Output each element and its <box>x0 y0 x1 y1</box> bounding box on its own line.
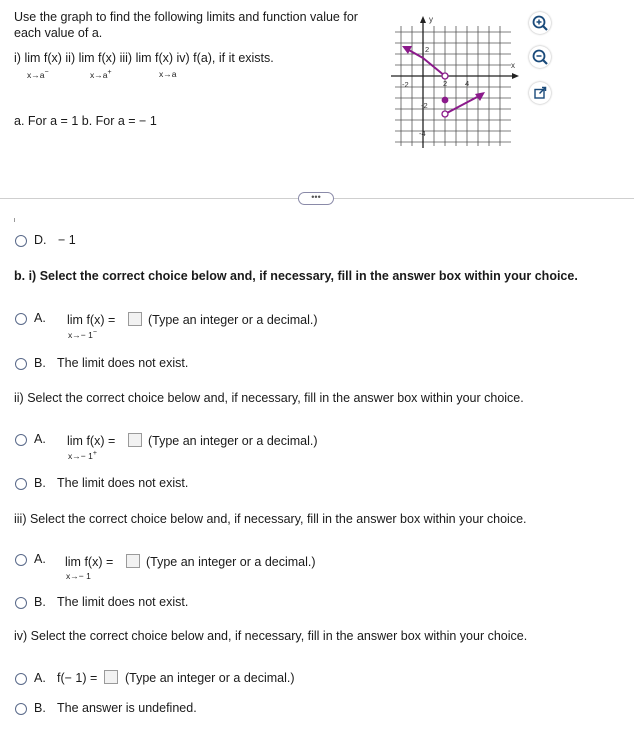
b-iii-option-a-radio[interactable] <box>15 554 27 566</box>
limit-2: lim f(x) iii) <box>78 51 133 65</box>
tick-label-y-neg4: -4 <box>419 129 426 138</box>
instructions: Use the graph to find the following limits and function value for each value of a. <box>14 10 358 40</box>
part-b-iv-prompt: iv) Select the correct choice below and, if necessary, fill in the answer box within your choice. <box>14 629 528 643</box>
limit-1-subscript: x→a− <box>27 69 49 80</box>
external-link-button[interactable] <box>529 82 551 104</box>
b-iv-answer-box[interactable] <box>104 670 118 684</box>
tick-label-x-4: 4 <box>465 79 470 88</box>
b-iii-option-b-letter: B. <box>34 595 46 609</box>
b-iv-option-b-letter: B. <box>34 701 46 715</box>
b-ii-option-a-letter: A. <box>34 432 46 446</box>
b-iv-option-b-text: The answer is undefined. <box>57 701 197 715</box>
zoom-in-button[interactable] <box>529 12 551 34</box>
y-axis-label: y <box>429 15 433 24</box>
b-ii-option-b-radio[interactable] <box>15 478 27 490</box>
b-iii-option-b-radio[interactable] <box>15 597 27 609</box>
b-i-hint: (Type an integer or a decimal.) <box>148 313 318 327</box>
b-i-limit-expression: lim f(x) = <box>67 313 116 327</box>
b-ii-hint: (Type an integer or a decimal.) <box>148 434 318 448</box>
b-ii-limit-subscript: x→− 1+ <box>68 450 97 461</box>
external-link-icon <box>529 82 551 104</box>
b-i-answer-box[interactable] <box>128 312 142 326</box>
open-point-upper <box>442 73 448 79</box>
b-i-limit-subscript: x→− 1− <box>68 329 97 340</box>
tick-label-x-neg2: -2 <box>402 80 409 89</box>
cropped-mark <box>14 218 15 222</box>
b-ii-limit-expression: lim f(x) = <box>67 434 116 448</box>
b-i-option-a-letter: A. <box>34 311 46 325</box>
option-d-radio[interactable] <box>15 235 27 247</box>
option-d-letter: D. <box>34 233 47 247</box>
limit-3-subscript: x→a <box>159 69 177 79</box>
b-iv-expression: f(− 1) = <box>57 671 98 685</box>
zoom-out-button[interactable] <box>529 46 551 68</box>
limits-line <box>14 51 274 65</box>
tick-label-y-neg2: -2 <box>421 101 428 110</box>
tick-label-y-2: 2 <box>425 45 430 54</box>
part-b-i-prompt: b. i) Select the correct choice below and, if necessary, fill in the answer box within your choice. <box>14 269 578 283</box>
b-i-option-b-radio[interactable] <box>15 358 27 370</box>
b-iii-answer-box[interactable] <box>126 554 140 568</box>
zoom-out-icon <box>529 46 551 68</box>
limit-1: lim f(x) ii) <box>24 51 76 65</box>
part-i-label: i) <box>14 51 21 65</box>
open-point-lower <box>442 111 448 117</box>
b-iv-hint: (Type an integer or a decimal.) <box>125 671 295 685</box>
b-ii-option-b-text: The limit does not exist. <box>57 476 189 490</box>
b-iv-option-b-radio[interactable] <box>15 703 27 715</box>
zoom-in-icon <box>529 12 551 34</box>
limit-2-subscript: x→a+ <box>90 69 112 80</box>
b-iii-option-a-letter: A. <box>34 552 46 566</box>
b-ii-option-b-letter: B. <box>34 476 46 490</box>
expand-ellipsis-button[interactable]: ••• <box>298 192 334 205</box>
b-i-option-b-text: The limit does not exist. <box>57 356 189 370</box>
part-b-iii-prompt: iii) Select the correct choice below and, if necessary, fill in the answer box within your choice. <box>14 512 527 526</box>
b-i-option-a-radio[interactable] <box>15 313 27 325</box>
option-d-text: − 1 <box>58 233 76 247</box>
b-iv-option-a-radio[interactable] <box>15 673 27 685</box>
b-iii-limit-expression: lim f(x) = <box>65 555 114 569</box>
b-ii-option-a-radio[interactable] <box>15 434 27 446</box>
parts-line: a. For a = 1 b. For a = − 1 <box>14 114 157 128</box>
b-ii-answer-box[interactable] <box>128 433 142 447</box>
tick-label-x-2: 2 <box>443 79 448 88</box>
b-iii-limit-subscript: x→− 1 <box>66 571 91 581</box>
filled-point <box>442 97 449 104</box>
function-graph <box>385 10 521 150</box>
limit-3: lim f(x) iv) f(a), if it exists. <box>135 51 274 65</box>
curve-right-segment <box>445 96 479 114</box>
b-iv-option-a-letter: A. <box>34 671 46 685</box>
x-axis-label: x <box>511 61 515 70</box>
b-i-option-b-letter: B. <box>34 356 46 370</box>
b-iii-hint: (Type an integer or a decimal.) <box>146 555 316 569</box>
part-b-ii-prompt: ii) Select the correct choice below and, if necessary, fill in the answer box within your choice. <box>14 391 524 405</box>
b-iii-option-b-text: The limit does not exist. <box>57 595 189 609</box>
